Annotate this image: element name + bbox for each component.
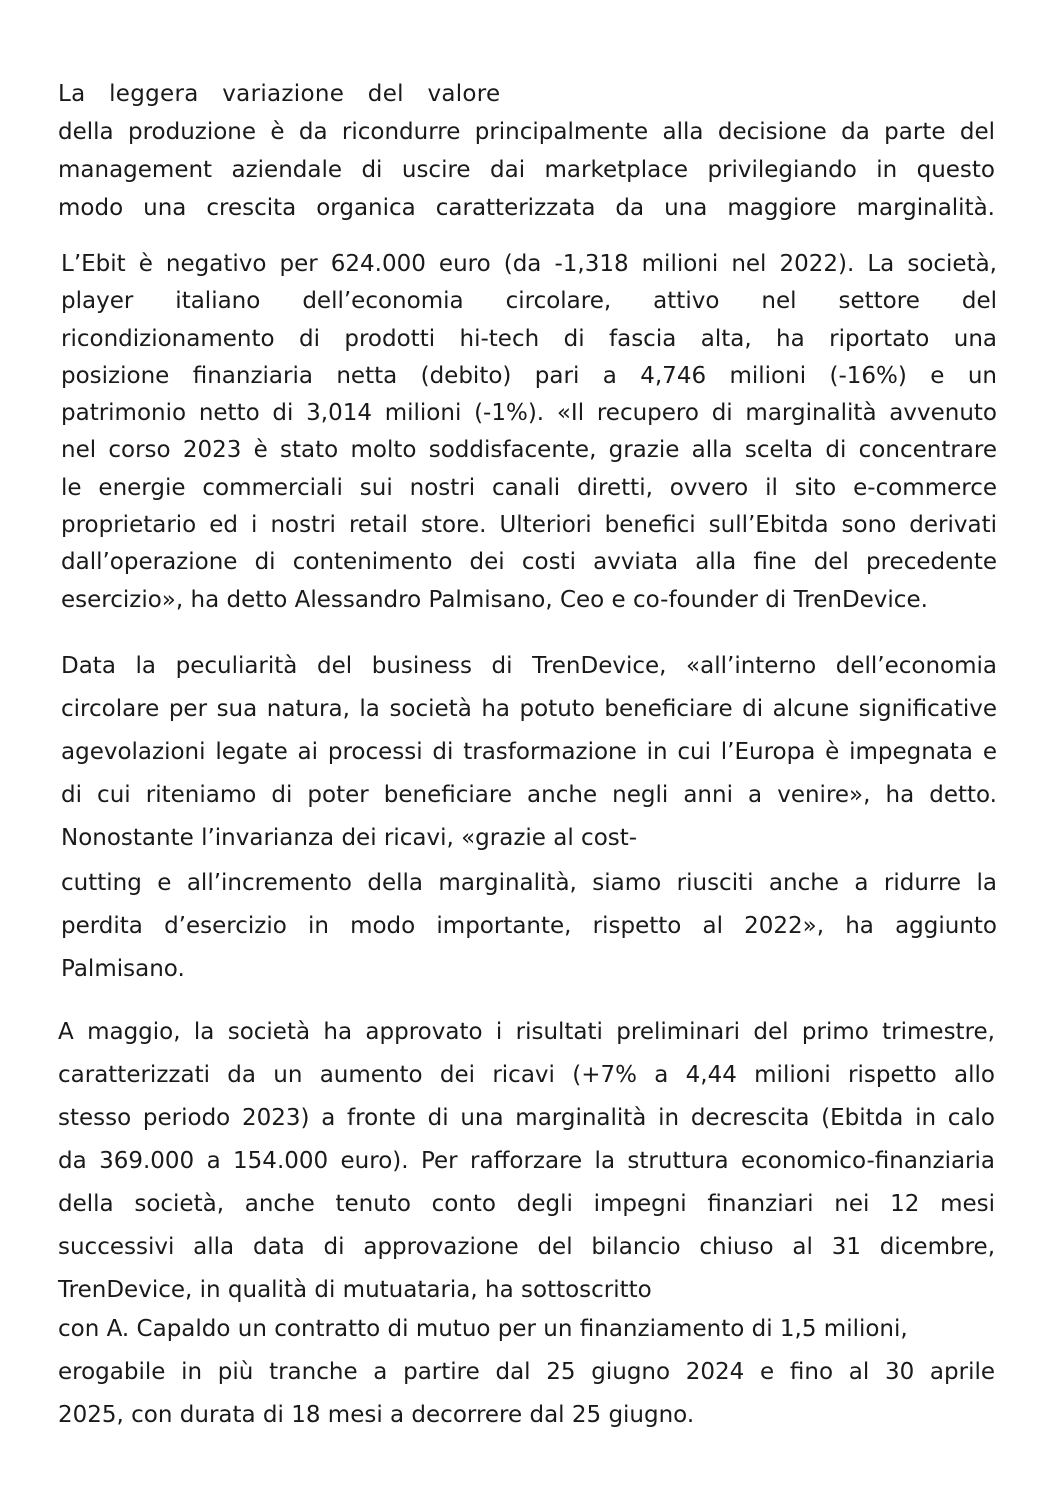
- text-line: caratterizzati da un aumento dei ricavi (+7% a 4,44 milioni rispetto allo: [58, 1062, 995, 1088]
- text-line: perdita d’esercizio in modo importante, rispetto al 2022», ha aggiunto: [61, 913, 997, 939]
- paragraph-ebit: [61, 246, 997, 619]
- text-line: L’Ebit è negativo per 624.000 euro (da -1,318 milioni nel 2022). La società,: [61, 251, 997, 277]
- text-line: nel corso 2023 è stato molto soddisfacente, grazie alla scelta di concentrare: [61, 437, 997, 464]
- text-line: modo una crescita organica caratterizzata da una maggiore marginalità.: [58, 195, 995, 221]
- text-line: 2025, con durata di 18 mesi a decorrere dal 25 giugno.: [58, 1402, 695, 1428]
- text-line: A maggio, la società ha approvato i risultati preliminari del primo trimestre,: [58, 1019, 995, 1045]
- text-line: di cui riteniamo di poter beneficiare anche negli anni a venire», ha detto.: [61, 782, 997, 808]
- text-line: ricondizionamento di prodotti hi-tech di fascia alta, ha riportato una: [61, 325, 997, 352]
- paragraph-first-quarter: [58, 1011, 995, 1437]
- text-line: La leggera variazione del valore: [58, 81, 501, 107]
- text-line: patrimonio netto di 3,014 milioni (-1%). «Il recupero di marginalità avvenuto: [61, 400, 997, 427]
- text-line: posizione finanziaria netta (debito) pari a 4,746 milioni (-16%) e un: [61, 362, 997, 389]
- text-line: Palmisano.: [61, 956, 185, 982]
- text-line: player italiano dell’economia circolare, attivo nel settore del: [61, 288, 997, 315]
- paragraph-business-peculiarity: [61, 645, 997, 991]
- text-line: stesso periodo 2023) a fronte di una marginalità in decrescita (Ebitda in calo: [58, 1105, 995, 1131]
- text-line: TrenDevice, in qualità di mutuataria, ha sottoscritto: [58, 1277, 652, 1303]
- text-line: successivi alla data di approvazione del bilancio chiuso al 31 dicembre,: [58, 1234, 995, 1260]
- text-line: proprietario ed i nostri retail store. Ulteriori benefici sull’Ebitda sono derivati: [61, 512, 997, 539]
- text-line: della produzione è da ricondurre principalmente alla decisione da parte del: [58, 119, 995, 145]
- text-line: circolare per sua natura, la società ha potuto beneficiare di alcune significative: [61, 696, 997, 722]
- text-line: cutting e all’incremento della marginalità, siamo riusciti anche a ridurre la: [61, 870, 997, 896]
- text-line: con A. Capaldo un contratto di mutuo per un finanziamento di 1,5 milioni,: [58, 1316, 908, 1342]
- text-line: Data la peculiarità del business di TrenDevice, «all’interno dell’economia: [61, 653, 997, 679]
- paragraph-production-value: [58, 75, 995, 227]
- text-line: erogabile in più tranche a partire dal 25 giugno 2024 e fino al 30 aprile: [58, 1359, 995, 1385]
- text-line: da 369.000 a 154.000 euro). Per rafforzare la struttura economico-finanziaria: [58, 1148, 995, 1174]
- text-line: della società, anche tenuto conto degli impegni finanziari nei 12 mesi: [58, 1191, 995, 1217]
- text-line: agevolazioni legate ai processi di trasformazione in cui l’Europa è impegnata e: [61, 739, 997, 765]
- text-line: dall’operazione di contenimento dei costi avviata alla fine del precedente: [61, 549, 997, 576]
- text-line: le energie commerciali sui nostri canali diretti, ovvero il sito e-commerce: [61, 474, 997, 501]
- text-line: management aziendale di uscire dai marketplace privilegiando in questo: [58, 157, 995, 183]
- text-line: Nonostante l’invarianza dei ricavi, «grazie al cost-: [61, 825, 638, 851]
- text-line: esercizio», ha detto Alessandro Palmisano, Ceo e co-founder di TrenDevice.: [61, 586, 928, 613]
